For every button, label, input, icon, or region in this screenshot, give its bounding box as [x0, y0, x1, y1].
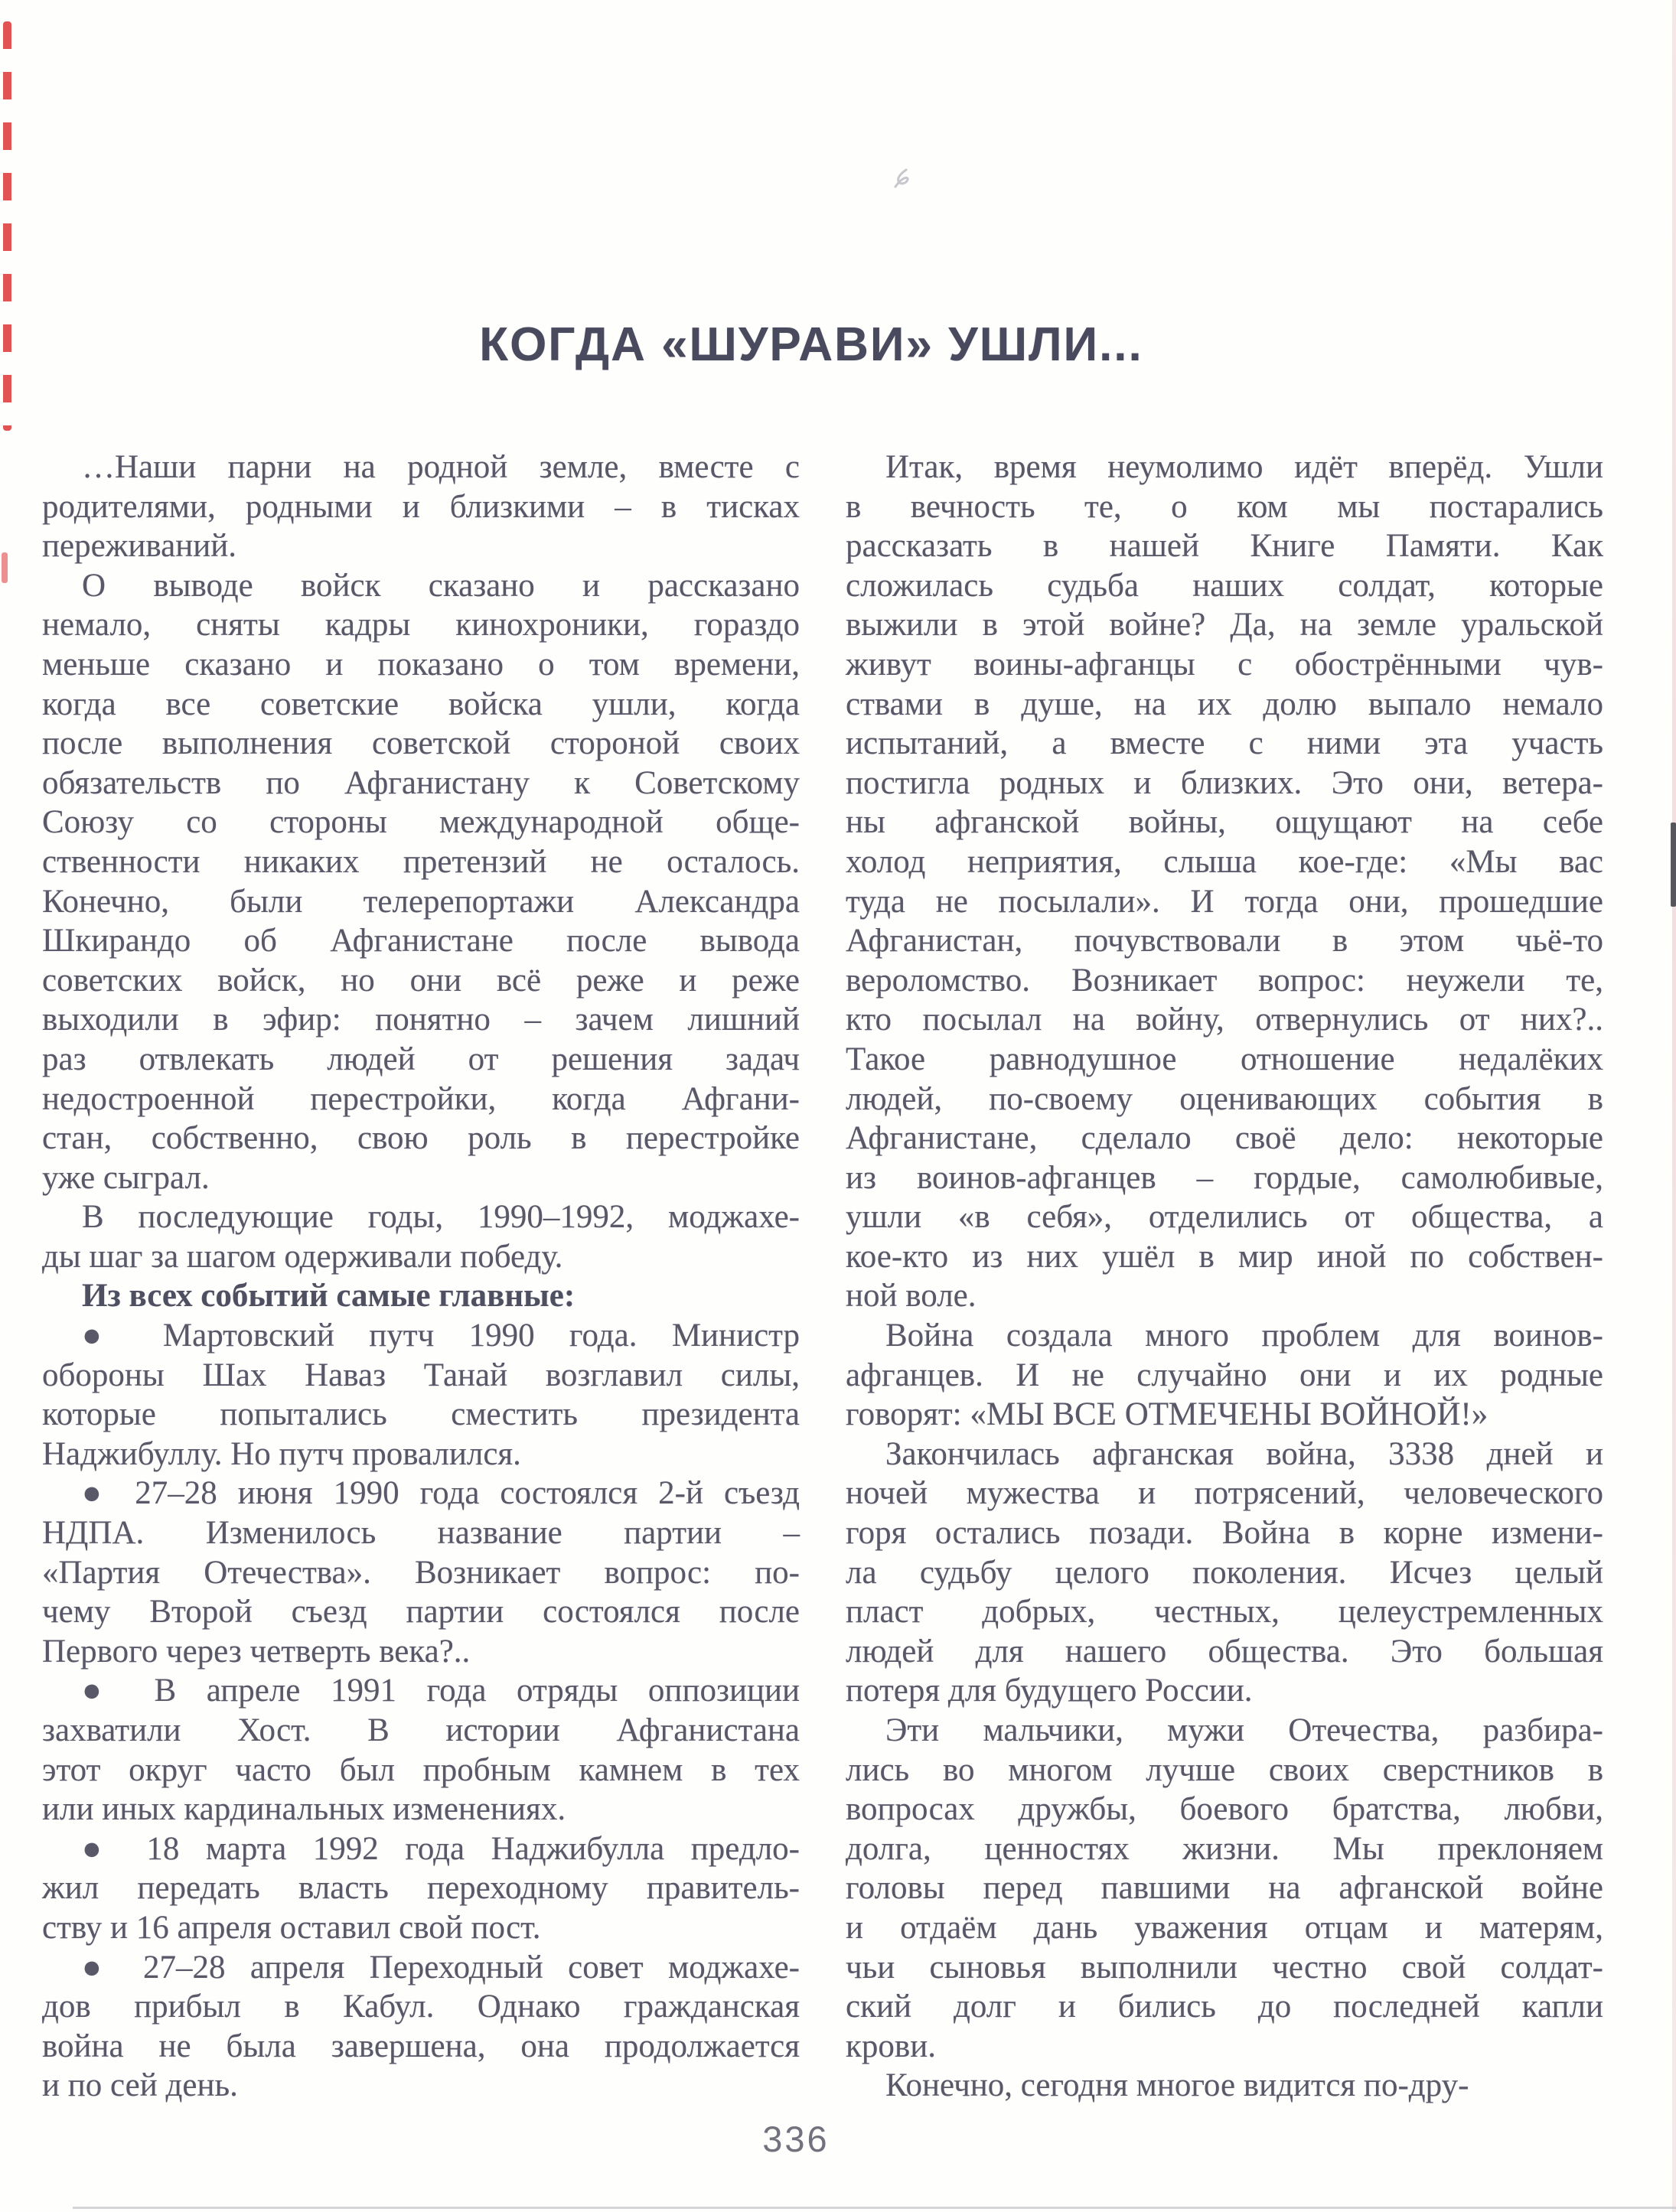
- bullet-paragraph: [42, 1316, 800, 1474]
- text-line: уже сыграл.: [42, 1159, 210, 1196]
- paragraph: [846, 1711, 1603, 2066]
- paragraph: [846, 448, 1603, 1316]
- text-line: чему Второй съезд партии состоялся после: [42, 1594, 800, 1630]
- page-title: КОГДА «ШУРАВИ» УШЛИ...: [479, 318, 1143, 371]
- bullet-paragraph: [42, 1948, 800, 2106]
- text-line: …Наши парни на родной земле, вместе с: [82, 449, 800, 485]
- text-line: вопросах дружбы, боевого братства, любви,: [846, 1791, 1603, 1828]
- text-line: ла судьбу целого поколения. Исчез целый: [846, 1554, 1603, 1591]
- text-line: захватили Хост. В истории Афганистана: [42, 1712, 800, 1748]
- text-line: афганцев. И не случайно они и их родные: [846, 1357, 1603, 1393]
- text-line: ● В апреле 1991 года отряды оппозиции: [82, 1673, 800, 1709]
- text-line: Афганистан, почувствовали в этом чьё-то: [846, 923, 1603, 959]
- text-line: советских войск, но они всё реже и реже: [42, 962, 800, 998]
- text-line: Итак, время неумолимо идёт вперёд. Ушли: [885, 449, 1603, 485]
- text-line: этот округ часто был пробным камнем в тех: [42, 1751, 800, 1788]
- text-line: ны афганской войны, ощущают на себе: [846, 804, 1603, 841]
- text-line: людей для нашего общества. Это большая: [846, 1633, 1603, 1670]
- two-column-text-block: [42, 448, 1603, 2106]
- text-line: Шкирандо об Афганистане после вывода: [42, 923, 800, 959]
- text-line: Эти мальчики, мужи Отечества, разбира-: [885, 1712, 1603, 1748]
- text-line: ству и 16 апреля оставил свой пост.: [42, 1909, 541, 1946]
- right-edge-scan-line: [1672, 0, 1676, 2212]
- text-line: родителями, родными и близкими – в тисках: [42, 488, 800, 525]
- text-line: Союзу со стороны международной обще-: [42, 804, 800, 841]
- paragraph: [42, 448, 800, 566]
- text-line: долга, ценностях жизни. Мы преклоняем: [846, 1830, 1603, 1867]
- paragraph: [42, 1197, 800, 1276]
- text-line: которые попытались сместить президента: [42, 1396, 800, 1433]
- text-line: обороны Шах Наваз Танай возглавил силы,: [42, 1357, 800, 1393]
- left-margin-red-tick: [2, 552, 8, 583]
- text-line: кое-кто из них ушёл в мир иной по собствен-: [846, 1238, 1603, 1275]
- text-line: обязательств по Афганистану к Советскому: [42, 764, 800, 801]
- text-line: Конечно, сегодня многое видится по-дру-: [885, 2067, 1469, 2104]
- left-column: [42, 448, 800, 2106]
- text-line: ский долг и бились до последней капли: [846, 1989, 1603, 2025]
- text-line: пласт добрых, честных, целеустремленных: [846, 1594, 1603, 1630]
- bullet-paragraph: [42, 1829, 800, 1948]
- text-line: меньше сказано и показано о том времени,: [42, 646, 800, 682]
- text-line: недостроенной перестройки, когда Афгани-: [42, 1080, 800, 1117]
- text-line: немало, сняты кадры кинохроники, гораздо: [42, 607, 800, 643]
- text-line: туда не посылали». И тогда они, прошедшие: [846, 883, 1603, 920]
- text-line: «Партия Отечества». Возникает вопрос: по-: [42, 1554, 800, 1591]
- text-line: война не была завершена, она продолжается: [42, 2028, 800, 2064]
- text-line: когда все советские войска ушли, когда: [42, 686, 800, 722]
- text-line: в вечность те, о ком мы постарались: [846, 488, 1603, 525]
- text-line: ● 27–28 апреля Переходный совет моджахе-: [82, 1949, 800, 1986]
- text-line: дов прибыл в Кабул. Однако гражданская: [42, 1989, 800, 2025]
- text-line: ушли «в себя», отделились от общества, а: [846, 1199, 1603, 1236]
- text-line: ствами в душе, на их долю выпало немало: [846, 686, 1603, 722]
- bullet-paragraph: [42, 1474, 800, 1671]
- text-line: крови.: [846, 2028, 936, 2064]
- text-line: чьи сыновья выполнили честно свой солдат-: [846, 1949, 1603, 1986]
- text-line: горя остались позади. Война в корне измени-: [846, 1515, 1603, 1552]
- text-line: головы перед павшими на афганской войне: [846, 1870, 1603, 1907]
- text-line: говорят: «МЫ ВСЕ ОТМЕЧЕНЫ ВОЙНОЙ!»: [846, 1396, 1489, 1433]
- text-line: постигла родных и близких. Это они, ветера-: [846, 764, 1603, 801]
- text-line: ды шаг за шагом одерживали победу.: [42, 1238, 563, 1275]
- text-line: живут воины-афганцы с обострёнными чув-: [846, 646, 1603, 682]
- text-line: ственности никаких претензий не осталось.: [42, 843, 800, 880]
- page-number: 336: [762, 2119, 830, 2159]
- text-line: ● Мартовский путч 1990 года. Министр: [82, 1318, 800, 1354]
- bottom-edge-scan-line: [73, 2207, 1676, 2209]
- text-line: вероломство. Возникает вопрос: неужели те,: [846, 962, 1603, 998]
- text-line: ● 27–28 июня 1990 года состоялся 2-й съезд: [82, 1475, 800, 1512]
- text-line: Наджибуллу. Но путч провалился.: [42, 1435, 521, 1472]
- text-line: Из всех событий самые главные:: [82, 1278, 576, 1314]
- text-line: Закончилась афганская война, 3338 дней и: [885, 1435, 1603, 1472]
- text-line: ночей мужества и потрясений, человеческого: [846, 1475, 1603, 1512]
- text-line: или иных кардинальных изменениях.: [42, 1791, 566, 1828]
- text-line: потеря для будущего России.: [846, 1673, 1253, 1709]
- text-line: Война создала много проблем для воинов-: [885, 1318, 1603, 1354]
- text-line: Первого через четверть века?..: [42, 1633, 471, 1670]
- text-line: выходили в эфир: понятно – зачем лишний: [42, 1002, 800, 1038]
- scan-artifact-squiggle: [888, 167, 914, 190]
- text-line: НДПА. Изменилось название партии –: [42, 1515, 800, 1552]
- right-edge-dark-mark: [1671, 823, 1676, 907]
- text-line: О выводе войск сказано и рассказано: [82, 567, 800, 604]
- paragraph: [42, 1276, 800, 1316]
- text-line: после выполнения советской стороной своих: [42, 725, 800, 762]
- text-line: рассказать в нашей Книге Памяти. Как: [846, 528, 1603, 565]
- paragraph: [846, 1316, 1603, 1435]
- text-line: жил передать власть переходному правитель-: [42, 1870, 800, 1907]
- text-line: Конечно, были телерепортажи Александра: [42, 883, 800, 920]
- text-line: Такое равнодушное отношение недалёких: [846, 1041, 1603, 1077]
- text-line: испытаний, а вместе с ними эта участь: [846, 725, 1603, 762]
- text-line: переживаний.: [42, 528, 237, 565]
- paragraph: [42, 566, 800, 1198]
- right-column: [846, 448, 1603, 2106]
- text-line: сложилась судьба наших солдат, которые: [846, 567, 1603, 604]
- text-line: кто посылал на войну, отвернулись от них?..: [846, 1002, 1603, 1038]
- text-line: выжили в этой войне? Да, на земле уральской: [846, 607, 1603, 643]
- paragraph: [846, 1435, 1603, 1711]
- paragraph: [846, 2066, 1603, 2106]
- text-line: В последующие годы, 1990–1992, моджахе-: [82, 1199, 800, 1236]
- text-line: людей, по-своему оценивающих события в: [846, 1080, 1603, 1117]
- text-line: лись во многом лучше своих сверстников в: [846, 1751, 1603, 1788]
- text-line: ной воле.: [846, 1278, 977, 1314]
- text-line: из воинов-афганцев – гордые, самолюбивые,: [846, 1159, 1603, 1196]
- text-line: и по сей день.: [42, 2067, 238, 2104]
- text-line: Афганистане, сделало своё дело: некоторые: [846, 1120, 1603, 1157]
- text-line: ● 18 марта 1992 года Наджибулла предло-: [82, 1830, 800, 1867]
- text-line: холод неприятия, слыша кое-где: «Мы вас: [846, 843, 1603, 880]
- text-line: и отдаём дань уважения отцам и матерям,: [846, 1909, 1603, 1946]
- bullet-paragraph: [42, 1671, 800, 1829]
- text-line: стан, собственно, свою роль в перестройке: [42, 1120, 800, 1157]
- text-line: раз отвлекать людей от решения задач: [42, 1041, 800, 1077]
